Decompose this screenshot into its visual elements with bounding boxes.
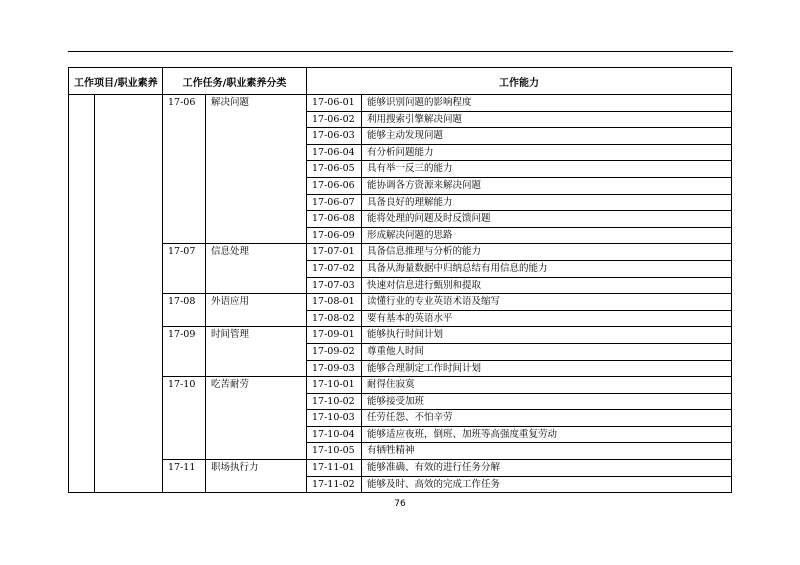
task-name: 解决问题: [206, 95, 307, 244]
ability-text: 有牺牲精神: [362, 443, 732, 460]
ability-code: 17-06-07: [307, 194, 362, 211]
ability-text: 具备良好的理解能力: [362, 194, 732, 211]
ability-code: 17-10-04: [307, 426, 362, 443]
task-name: 时间管理: [206, 327, 307, 377]
table-row: [69, 377, 732, 394]
ability-code: 17-06-03: [307, 128, 362, 145]
ability-code: 17-10-03: [307, 410, 362, 427]
ability-text: 具备从海量数据中归纳总结有用信息的能力: [362, 260, 732, 277]
ability-text: 具备信息推理与分析的能力: [362, 244, 732, 261]
table-row: [69, 244, 732, 261]
ability-code: 17-07-02: [307, 260, 362, 277]
table-row: [69, 460, 732, 477]
ability-code: 17-08-02: [307, 310, 362, 327]
table-body: [69, 95, 732, 493]
ability-text: 能够及时、高效的完成工作任务: [362, 476, 732, 493]
ability-code: 17-10-01: [307, 377, 362, 394]
ability-text: 具有举一反三的能力: [362, 161, 732, 178]
ability-code: 17-11-01: [307, 460, 362, 477]
task-code: 17-10: [163, 377, 206, 460]
work-project-cell: [69, 95, 95, 493]
ability-code: 17-06-05: [307, 161, 362, 178]
task-code: 17-07: [163, 244, 206, 294]
ability-code: 17-06-02: [307, 111, 362, 128]
ability-code: 17-06-08: [307, 211, 362, 228]
ability-code: 17-07-03: [307, 277, 362, 294]
ability-code: 17-10-05: [307, 443, 362, 460]
ability-text: 能够接受加班: [362, 393, 732, 410]
ability-text: 耐得住寂寞: [362, 377, 732, 394]
ability-text: 快速对信息进行甄别和提取: [362, 277, 732, 294]
table-header-row: [69, 68, 732, 95]
ability-text: 读懂行业的专业英语术语及缩写: [362, 294, 732, 311]
ability-text: 能够识别问题的影响程度: [362, 95, 732, 112]
ability-code: 17-11-02: [307, 476, 362, 493]
task-name: 信息处理: [206, 244, 307, 294]
ability-text: 能够合理制定工作时间计划: [362, 360, 732, 377]
ability-text: 形成解决问题的思路: [362, 227, 732, 244]
ability-code: 17-07-01: [307, 244, 362, 261]
task-name: 外语应用: [206, 294, 307, 327]
ability-text: 能够准确、有效的进行任务分解: [362, 460, 732, 477]
ability-text: 能将处理的问题及时反馈问题: [362, 211, 732, 228]
ability-code: 17-06-01: [307, 95, 362, 112]
ability-text: 尊重他人时间: [362, 343, 732, 360]
task-code: 17-08: [163, 294, 206, 327]
task-code: 17-11: [163, 460, 206, 493]
header-rule: [68, 51, 733, 52]
ability-text: 能够适应夜班，倒班、加班等高强度重复劳动: [362, 426, 732, 443]
ability-text: 有分析问题能力: [362, 144, 732, 161]
ability-code: 17-06-06: [307, 177, 362, 194]
ability-text: 能够主动发现问题: [362, 128, 732, 145]
ability-text: 能协调各方资源来解决问题: [362, 177, 732, 194]
header-task-category: 工作任务/职业素养分类: [163, 68, 307, 95]
page-number: 76: [394, 499, 406, 509]
task-code: 17-06: [163, 95, 206, 244]
ability-code: 17-09-01: [307, 327, 362, 344]
ability-code: 17-10-02: [307, 393, 362, 410]
header-work-project: 工作项目/职业素养: [69, 68, 163, 95]
work-project-subcell: [95, 95, 163, 493]
table-row: [69, 95, 732, 112]
ability-code: 17-08-01: [307, 294, 362, 311]
table-row: [69, 327, 732, 344]
ability-text: 能够执行时间计划: [362, 327, 732, 344]
table-row: [69, 294, 732, 311]
header-work-ability: 工作能力: [307, 68, 732, 95]
ability-text: 任劳任怨、不怕辛劳: [362, 410, 732, 427]
ability-text: 要有基本的英语水平: [362, 310, 732, 327]
ability-code: 17-06-04: [307, 144, 362, 161]
ability-code: 17-09-03: [307, 360, 362, 377]
ability-code: 17-06-09: [307, 227, 362, 244]
ability-text: 利用搜索引擎解决问题: [362, 111, 732, 128]
task-name: 职场执行力: [206, 460, 307, 493]
competency-table: [68, 67, 732, 493]
task-code: 17-09: [163, 327, 206, 377]
ability-code: 17-09-02: [307, 343, 362, 360]
task-name: 吃苦耐劳: [206, 377, 307, 460]
